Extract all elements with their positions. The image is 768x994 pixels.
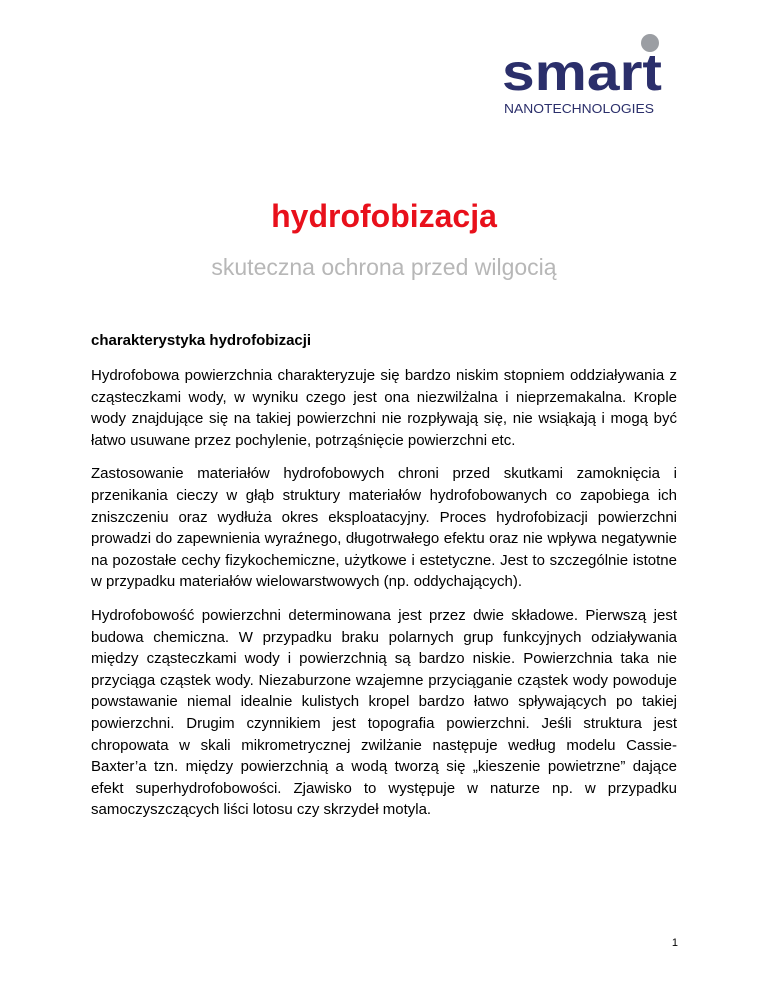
smart-nanotechnologies-logo <box>496 34 672 120</box>
document-body <box>91 331 677 833</box>
section-heading: charakterystyka hydrofobizacji <box>91 332 312 349</box>
paragraph-3: Hydrofobowość powierzchni determinowana jest przez dwie składowe. Pierwszą jest budowa chemiczna. W przypadku braku polarnych grup funkcyjnych odziaływania między cząsteczkami wody i powierzchnią są bardzo niskie. Powierzchnia taka nie przyciąga cząstek wody. Niezaburzone wzajemne przyciąganie cząstek wody powoduje powstawanie niemal idealnie kulistych kropel bardzo łatwo spływających po takiej powierzchni. Drugim czynnikiem jest topografia powierzchni. Jeśli struktura jest chropowata w skali mikrometrycznej zwilżanie następuje według modelu Cassie-Baxter’a tzn. między powierzchnią a wodą tworzą się „kieszenie powietrzne” dające efekt superhydrofobowości. Zjawisko to występuje w naturze np. w przypadku samoczyszczących liści lotosu czy skrzydeł motyla. <box>91 606 677 819</box>
page-title: hydrofobizacja <box>271 198 497 234</box>
page-number: 1 <box>671 937 678 949</box>
page-subtitle: skuteczna ochrona przed wilgocią <box>211 254 557 280</box>
logo-graphic <box>496 34 672 120</box>
paragraph-2: Zastosowanie materiałów hydrofobowych chroni przed skutkami zamoknięcia i przenikania cieczy w głąb struktury materiałów hydrofobowanych co zapobiega ich zniszczeniu oraz wydłuża okres eksploatacyjny. Proces hydrofobizacji powierzchni prowadzi do zapewnienia wyraźnego, długotrwałego efektu oraz nie wpływa negatywnie na pozostałe cechy fizykochemiczne, użytkowe i estetyczne. Jest to szczególnie istotne w przypadku materiałów wielowarstwowych (np. oddychających). <box>91 465 677 591</box>
paragraph-1: Hydrofobowa powierzchnia charakteryzuje się bardzo niskim stopniem oddziaływania z cząsteczkami wody, w wyniku czego jest ona niezwilżalna i nieprzemakalna. Krople wody znajdujące się na takiej powierzchni nie rozpływają się, nie wsiąkają i mogą być łatwo usuwane przez pochylenie, potrząśnięcie powierzchni etc. <box>91 367 677 449</box>
logo-brand-text: smart <box>502 44 662 102</box>
logo-tagline-text: NANOTECHNOLOGIES <box>504 102 654 116</box>
